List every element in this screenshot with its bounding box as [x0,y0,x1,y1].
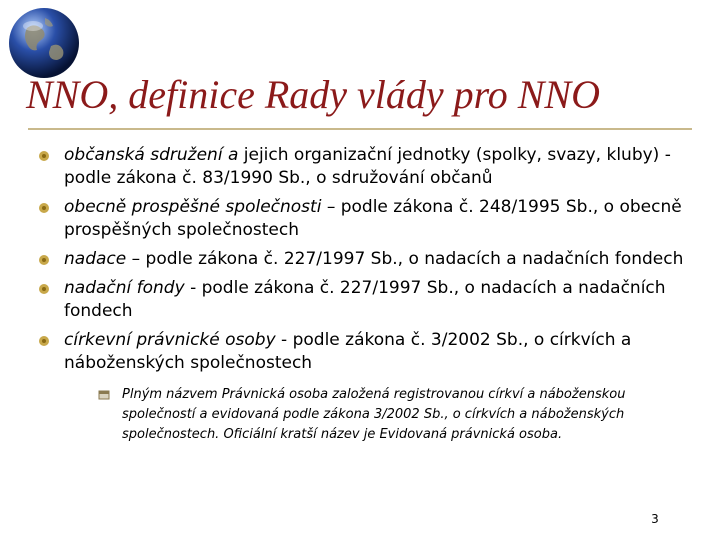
bullet-text: jejich organizační jednotky (spolky, svazy, kluby) - podle zákona č. 83/1990 Sb., o sdružování občanů [64,145,671,188]
bullet-item [38,196,698,242]
bullet-term: občanská sdružení a [64,145,239,165]
sub-bullet-text: Plným názvem Právnická osoba založená registrovanou církví a náboženskou společností a evidovaná podle zákona 3/2002 Sb., o církvích a náboženských společnostech. Oficiální kratší název je Evidovaná právnická osoba. [122,387,626,442]
bullet-item [38,248,698,271]
bullet-term: nadace [64,249,127,269]
bullet-icon [38,202,50,214]
bullet-text: – podle zákona č. 227/1997 Sb., o nadacích a nadačních fondech [126,249,684,269]
slide-title: NNO, definice Rady vlády pro NNO [26,72,600,117]
bullet-text: - podle zákona č. 3/2002 Sb., o církvích a náboženských společnostech [64,330,632,373]
bullet-item [38,277,698,323]
bullet-term: církevní právnické osoby [64,330,276,350]
title-divider [28,128,692,130]
bullet-icon [38,150,50,162]
bullet-term: nadační fondy [64,278,185,298]
bullet-list [38,144,698,451]
bullet-item [38,329,698,445]
bullet-text: – podle zákona č. 248/1995 Sb., o obecně prospěšných společnostech [64,197,682,240]
bullet-icon [38,254,50,266]
bullet-item [38,144,698,190]
bullet-icon [38,283,50,295]
globe-icon [7,6,81,80]
sub-bullet-item [98,385,692,445]
bullet-icon [38,335,50,347]
bullet-text: - podle zákona č. 227/1997 Sb., o nadacích a nadačních fondech [64,278,666,321]
bullet-term: obecně prospěšné společnosti [64,197,322,217]
page-number: 3 [651,512,659,526]
sub-bullet-icon [98,389,110,401]
